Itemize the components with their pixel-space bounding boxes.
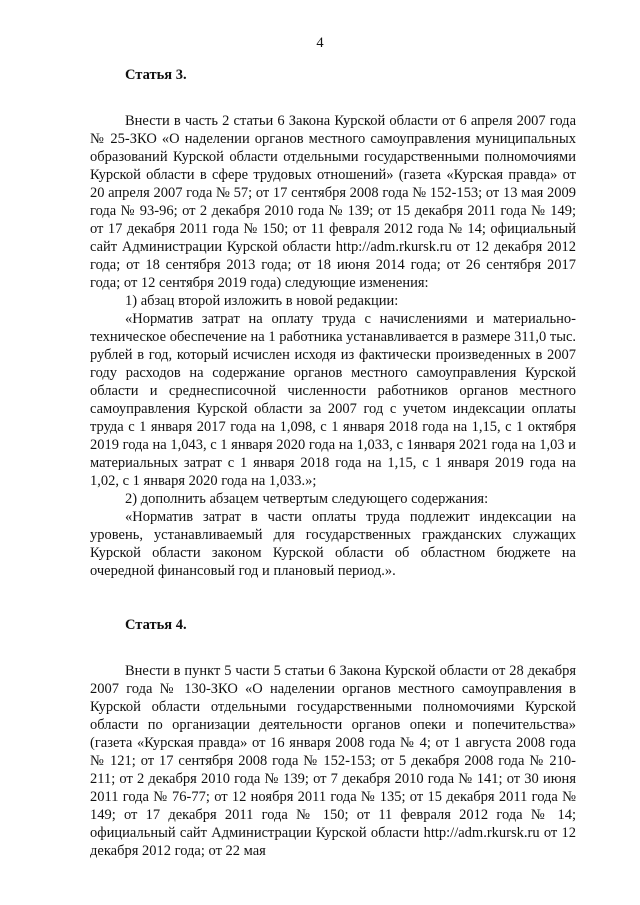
article-4-intro: Внести в пункт 5 части 5 статьи 6 Закона Курской области от 28 декабря 2007 года № 130-ЗКО «О наделении органов местного самоуправления в Курской области отдельными государственными полномочиями Курской области по организации деятельности органов опеки и попечительства» (газета «Курская правда» от 16 января 2008 года № 4; от 1 августа 2008 года № 121; от 17 сентября 2008 года № 152-153; от 5 декабря 2008 года № 210-211; от 2 декабря 2010 года № 139; от 7 декабря 2010 года № 141; от 30 июня 2011 года № 76-77; от 12 ноября 2011 года № 135; от 15 декабря 2011 года № 149; от 17 декабря 2011 года № 150; от 11 февраля 2012 года № 14; официальный сайт Администрации Курской области http://adm.rkursk.ru от 12 декабря 2012 года; от 22 мая <box>90 663 576 859</box>
page-number: 4 <box>316 35 324 51</box>
article-3-heading: Статья 3. <box>125 67 187 83</box>
article-3-intro: Внести в часть 2 статьи 6 Закона Курской области от 6 апреля 2007 года № 25-ЗКО «О наделении органов местного самоуправления муниципальных образований Курской области отдельными государственными полномочиями Курской области в сфере трудовых отношений» (газета «Курская правда» от 20 апреля 2007 года № 57; от 17 сентября 2008 года № 152-153; от 13 мая 2009 года № 93-96; от 2 декабря 2010 года № 139; от 15 декабря 2011 года № 149; от 17 декабря 2011 года № 150; от 11 февраля 2012 года № 14; официальный сайт Администрации Курской области http://adm.rkursk.ru от 12 декабря 2012 года; от 18 сентября 2013 года; от 18 июня 2014 года; от 26 сентября 2017 года; от 12 сентября 2019 года) следующие изменения: <box>90 113 576 291</box>
article-4-heading: Статья 4. <box>125 617 187 633</box>
article-3-item-1: 1) абзац второй изложить в новой редакции: <box>125 293 399 309</box>
article-3-item-2: 2) дополнить абзацем четвертым следующего содержания: <box>125 491 489 507</box>
article-3-quote-1: «Норматив затрат на оплату труда с начислениями и материально-техническое обеспечение на 1 работника устанавливается в размере 311,0 тыс. рублей в год, который исчислен исходя из фактически произведенных в 2007 году расходов на содержание органов местного самоуправления Курской области и среднесписочной численности работников органов местного самоуправления Курской области за 2007 год с учетом индексации оплаты труда с 1 января 2017 года на 1,098, с 1 января 2018 года на 1,15, с 1 октября 2019 года на 1,043, с 1 января 2020 года на 1,033, с 1января 2021 года на 1,03 и материальных затрат с 1 января 2018 года на 1,15, с 1 января 2019 года на 1,02, с 1 января 2020 года на 1,033.»; <box>90 311 576 489</box>
document-body <box>90 62 576 860</box>
article-3-quote-2: «Норматив затрат в части оплаты труда подлежит индексации на уровень, устанавливаемый для государственных гражданских служащих Курской области законом Курской области об областном бюджете на очередной финансовый год и плановый период.». <box>90 509 576 579</box>
